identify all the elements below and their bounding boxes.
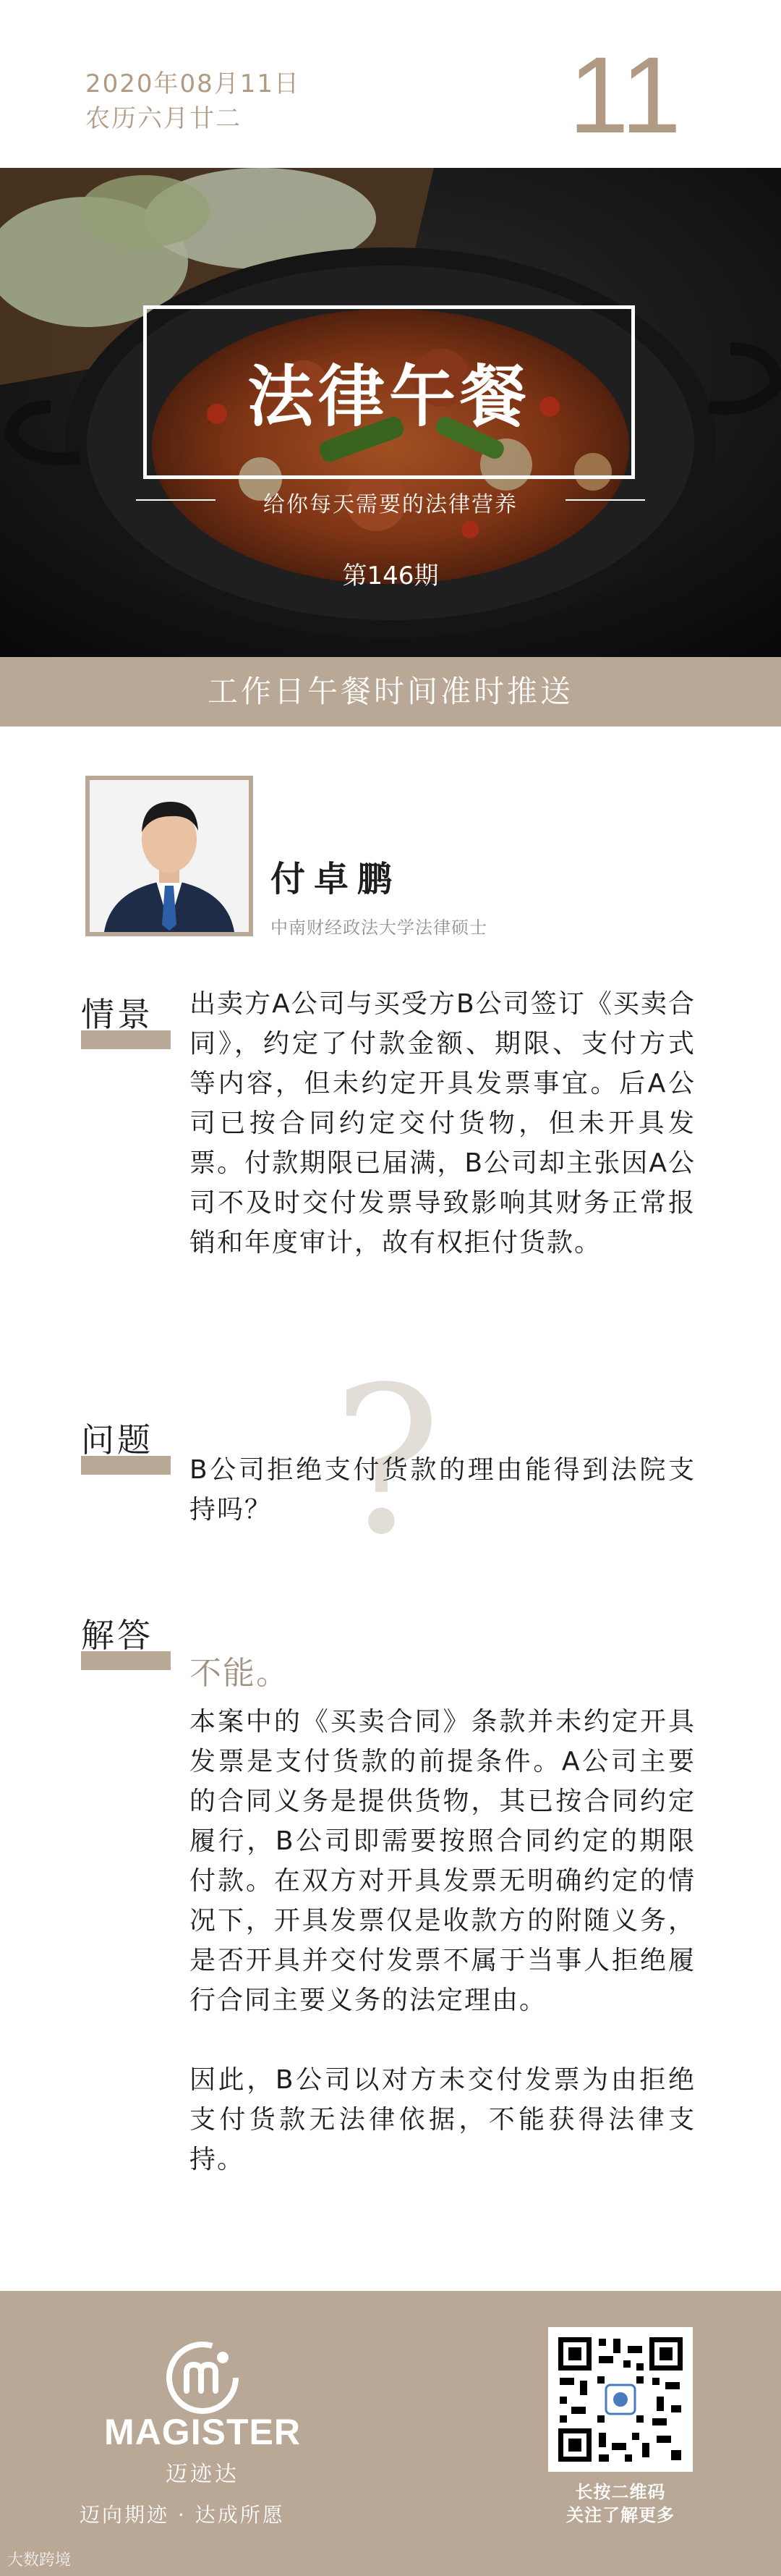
hero-image bbox=[0, 168, 781, 657]
author-avatar-illustration bbox=[90, 780, 249, 932]
hero-subtitle: 给你每天需要的法律营养 bbox=[263, 492, 518, 517]
hero-title-frame bbox=[143, 305, 635, 479]
brand-name: MAGISTER bbox=[104, 2412, 301, 2452]
hero-title: 法律午餐 bbox=[247, 358, 531, 436]
date-block bbox=[85, 67, 300, 136]
qr-caption bbox=[538, 2480, 703, 2527]
question-label: 问题 bbox=[81, 1420, 153, 1459]
magister-logo-icon bbox=[163, 2339, 242, 2417]
answer-text: 本案中的《买卖合同》条款并未约定开具发票是支付货款的前提条件。A公司主要的合同义务是提供货物，其已按合同约定履行，B公司即需要按照合同约定的期限付款。在双方对开具发票无明确约定的情况下，开具发票仅是收款方的附随义务，是否开具并交付发票不属于当事人拒绝履行合同主要义务的法定理由。 因此，B公司以对方未交付发票为由拒绝支付货款无法律依据，不能获得法律支持。 bbox=[189, 1707, 696, 2174]
question-text: B公司拒绝支付货款的理由能得到法院支持吗？ bbox=[189, 1455, 696, 1525]
day-number: 11 bbox=[568, 34, 681, 156]
brand-chinese-name: 迈迹达 bbox=[166, 2462, 239, 2487]
qr-caption-line2: 关注了解更多 bbox=[566, 2505, 675, 2525]
issue-number: 第146期 bbox=[342, 562, 439, 590]
scenario-label: 情景 bbox=[81, 995, 153, 1034]
scenario-heading bbox=[81, 994, 171, 1049]
brand-slogan: 迈向期迹 · 达成所愿 bbox=[80, 2503, 285, 2527]
question-mark-decoration: ? bbox=[333, 1344, 442, 1580]
watermark: 大数跨境 bbox=[7, 2551, 72, 2569]
lunar-date-text: 农历六月廿二 bbox=[85, 104, 242, 133]
answer-short: 不能。 bbox=[189, 1655, 289, 1692]
author-title: 中南财经政法大学法律硕士 bbox=[270, 918, 487, 938]
author-photo bbox=[85, 776, 253, 936]
qr-code-icon[interactable] bbox=[548, 2327, 693, 2472]
qr-code-pattern bbox=[555, 2334, 686, 2465]
date-text: 2020年08月11日 bbox=[85, 69, 301, 98]
schedule-banner: 工作日午餐时间准时推送 bbox=[0, 657, 781, 726]
answer-heading bbox=[81, 1615, 171, 1670]
scenario-text: 出卖方A公司与买受方B公司签订《买卖合同》，约定了付款金额、期限、支付方式等内容，但未约定开具发票事宜。后A公司已按合同约定交付货物，但未开具发票。付款期限已届满，B公司却主张因A公司不及时交付发票导致影响其财务正常报销和年度审计，故有权拒付货款。 bbox=[189, 989, 696, 1258]
qr-caption-line1: 长按二维码 bbox=[575, 2482, 666, 2502]
answer-label: 解答 bbox=[81, 1616, 153, 1655]
footer bbox=[0, 2291, 781, 2576]
question-heading bbox=[81, 1420, 171, 1475]
author-name: 付卓鹏 bbox=[270, 859, 401, 899]
